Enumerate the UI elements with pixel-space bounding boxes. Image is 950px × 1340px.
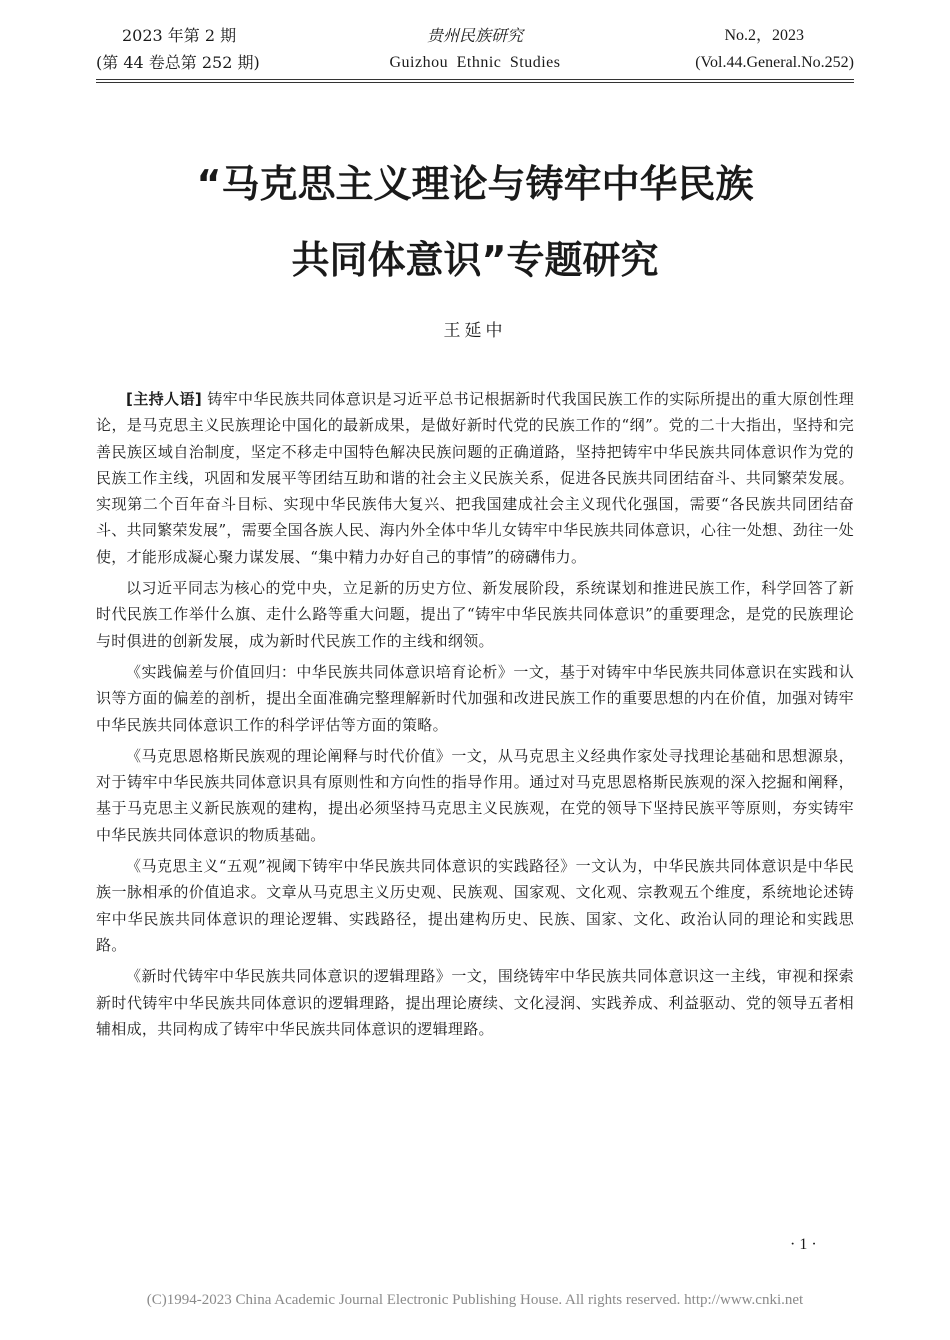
host-label: [主持人语] xyxy=(126,390,203,408)
paragraph: 《马克思恩格斯民族观的理论阐释与时代价值》一文，从马克思主义经典作家处寻找理论基础和思想源泉，对于铸牢中华民族共同体意识具有原则性和方向性的指导作用。通过对马克思恩格斯民族观的深入挖掘和阐释，基于马克思主义新民族观的建构，提出必须坚持马克思主义民族观，在党的领导下坚持民族平等原则，夯实铸牢中华民族共同体意识的物质基础。 xyxy=(96,746,854,844)
issue-info-en xyxy=(695,22,854,76)
paragraph: 《马克思主义“五观”视阈下铸牢中华民族共同体意识的实践路径》一文认为，中华民族共同体意识是中华民族一脉相承的价值追求。文章从马克思主义历史观、民族观、国家观、文化观、宗教观五个维度，系统地论述铸牢中华民族共同体意识的理论逻辑、实践路径，提出建构历史、民族、国家、文化、政治认同的理论和实践思路。 xyxy=(96,857,854,954)
header-rule-double xyxy=(96,82,854,83)
volume-info-en: (Vol.44.General.No.252) xyxy=(695,54,854,71)
issue-number-en: No.2，2023 xyxy=(724,27,804,44)
article-title-line2: 共同体意识”专题研究 xyxy=(291,238,659,282)
journal-title-cn: 贵州民族研究 xyxy=(426,26,523,45)
issue-year-number: 2023 年第 2 期 xyxy=(122,26,237,45)
author-name: 王延中 xyxy=(443,321,507,341)
paragraph-text: 铸牢中华民族共同体意识是习近平总书记根据新时代我国民族工作的实际所提出的重大原创性理论，是马克思主义民族理论中国化的最新成果，是做好新时代党的民族工作的“纲”。党的二十大指出，坚持和完善民族区域自治制度，坚定不移走中国特色解决民族问题的正确道路，坚持把铸牢中华民族共同体意识作为党的民族工作主线，巩固和发展平等团结互助和谐的社会主义民族关系，促进各民族共同团结奋斗、共同繁荣发展。实现第二个百年奋斗目标、实现中华民族伟大复兴、把我国建成社会主义现代化强国，需要“各民族共同团结奋斗、共同繁荣发展”，需要全国各族人民、海内外全体中华儿女铸牢中华民族共同体意识，心往一处想、劲往一处使，才能形成凝心聚力谋发展、“集中精力办好自己的事情”的磅礴伟力。 xyxy=(96,390,854,566)
copyright-footer: (C)1994-2023 China Academic Journal Electronic Publishing House. All rights reserved. http://www.cnki.net xyxy=(146,1292,804,1308)
paragraph: 《实践偏差与价值回归：中华民族共同体意识培育论析》一文，基于对铸牢中华民族共同体意识在实践和认识等方面的偏差的剖析，提出全面准确完整理解新时代加强和改进民族工作的重要思想的内在价值，加强对铸牢中华民族共同体意识工作的科学评估等方面的策略。 xyxy=(96,662,854,734)
article-body xyxy=(96,386,854,1042)
page-number: · 1 · xyxy=(790,1236,817,1253)
article-title-line1: “马克思主义理论与铸牢中华民族 xyxy=(196,162,754,206)
journal-title-en: Guizhou Ethnic Studies xyxy=(389,54,561,71)
paragraph xyxy=(96,386,854,570)
volume-info: (第 44 卷总第 252 期) xyxy=(96,53,260,72)
paragraph: 《新时代铸牢中华民族共同体意识的逻辑理路》一文，围绕铸牢中华民族共同体意识这一主线，审视和探索新时代铸牢中华民族共同体意识的逻辑理路，提出理论赓续、文化浸润、实践养成、利益驱动、党的领导五者相辅相成，共同构成了铸牢中华民族共同体意识的逻辑理路。 xyxy=(96,967,854,1038)
paragraph: 以习近平同志为核心的党中央，立足新的历史方位、新发展阶段，系统谋划和推进民族工作，科学回答了新时代民族工作举什么旗、走什么路等重大问题，提出了“铸牢中华民族共同体意识”的重要理念，是党的民族理论与时俱进的创新发展，成为新时代民族工作的主线和纲领。 xyxy=(96,579,854,650)
header-rule xyxy=(96,79,854,80)
